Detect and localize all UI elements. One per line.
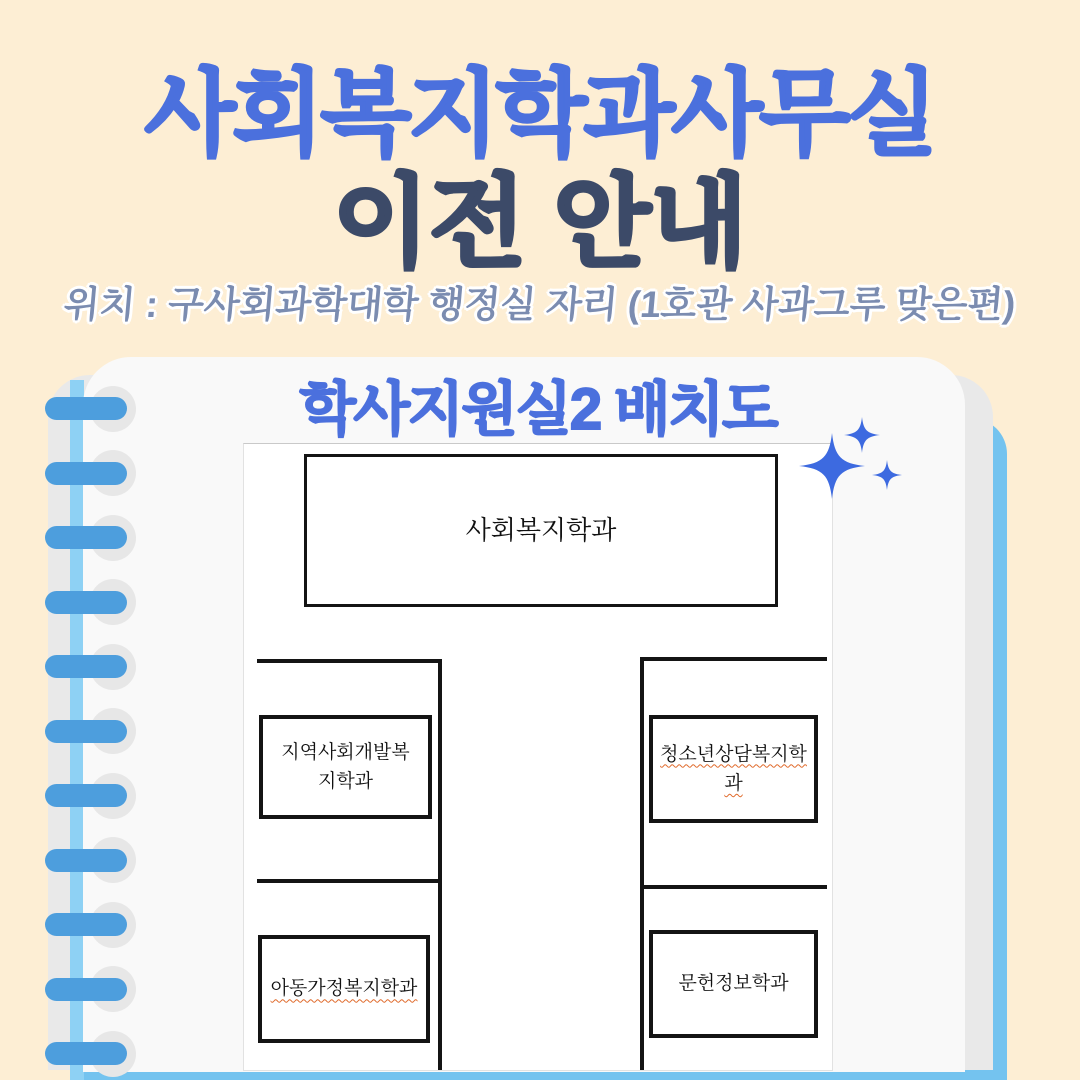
floor-plan <box>243 443 833 1071</box>
spiral-ring-icon <box>45 913 127 936</box>
spiral-ring-icon <box>45 978 127 1001</box>
wall-line <box>640 885 827 889</box>
sparkle-star-icon <box>872 460 902 490</box>
spiral-ring-icon <box>45 526 127 549</box>
sparkle-star-icon <box>844 417 880 453</box>
room-label: 청소년상담복지학과 <box>660 743 807 794</box>
wall-line <box>640 657 644 1070</box>
wall-line <box>640 657 827 661</box>
room-social-welfare <box>304 454 778 607</box>
room-youth-counseling-welfare <box>649 715 818 823</box>
spiral-ring-icon <box>45 462 127 485</box>
layout-map-title: 학사지원실2 배치도 <box>299 377 777 442</box>
room-label: 사회복지학과 <box>465 515 617 546</box>
room-label: 문헌정보학과 <box>678 973 789 995</box>
room-label: 아동가정복지학과 <box>270 978 418 1000</box>
wall-line <box>257 879 442 883</box>
location-note: 위치 : 구사회과학대학 행정실 자리 (1호관 사과그루 맞은편) <box>62 284 1018 325</box>
poster-title-line2: 이전 안내 <box>332 167 748 279</box>
spiral-ring-icon <box>45 784 127 807</box>
poster-title-line1: 사회복지학과사무실 <box>144 61 936 166</box>
spiral-ring-icon <box>45 591 127 614</box>
wall-line <box>257 659 442 663</box>
wall-line <box>438 659 442 1070</box>
spiral-ring-icon <box>45 720 127 743</box>
room-library-information-science <box>649 930 818 1038</box>
spiral-ring-icon <box>45 655 127 678</box>
spiral-ring-icon <box>45 849 127 872</box>
spiral-ring-icon <box>45 397 127 420</box>
room-label: 지역사회개발복지학과 <box>281 741 410 792</box>
room-child-family-welfare <box>258 935 430 1043</box>
spiral-ring-icon <box>45 1042 127 1065</box>
room-community-development-welfare <box>259 715 432 819</box>
